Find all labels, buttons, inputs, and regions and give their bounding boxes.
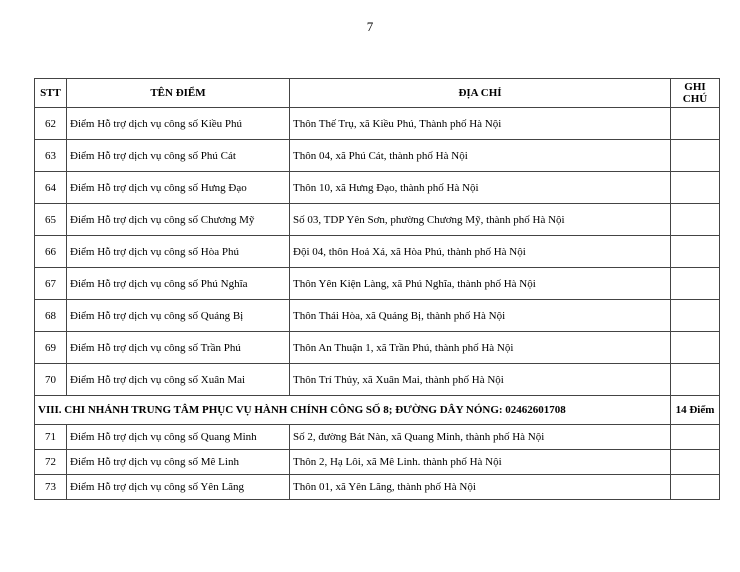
cell-address: Số 2, đường Bát Nàn, xã Quang Minh, thành phố Hà Nội <box>290 425 671 450</box>
cell-name: Điểm Hỗ trợ dịch vụ công số Xuân Mai <box>67 364 290 396</box>
cell-stt: 69 <box>35 332 67 364</box>
table-row <box>35 475 720 500</box>
cell-name: Điểm Hỗ trợ dịch vụ công số Quang Minh <box>67 425 290 450</box>
section-title: VIII. CHI NHÁNH TRUNG TÂM PHỤC VỤ HÀNH CHÍNH CÔNG SỐ 8; ĐƯỜNG DÂY NÓNG: 02462601708 <box>35 396 671 425</box>
cell-stt: 63 <box>35 140 67 172</box>
cell-address: Thôn Trí Thủy, xã Xuân Mai, thành phố Hà Nội <box>290 364 671 396</box>
table-row <box>35 236 720 268</box>
cell-note <box>671 204 720 236</box>
cell-name: Điểm Hỗ trợ dịch vụ công số Phú Nghĩa <box>67 268 290 300</box>
cell-name: Điểm Hỗ trợ dịch vụ công số Trần Phú <box>67 332 290 364</box>
section-header-row <box>35 396 720 425</box>
cell-stt: 64 <box>35 172 67 204</box>
header-stt: STT <box>35 79 67 108</box>
cell-note <box>671 450 720 475</box>
header-note: GHI CHÚ <box>671 79 720 108</box>
cell-stt: 66 <box>35 236 67 268</box>
cell-stt: 70 <box>35 364 67 396</box>
cell-note <box>671 300 720 332</box>
table-row <box>35 450 720 475</box>
table-row <box>35 108 720 140</box>
cell-note <box>671 172 720 204</box>
table-row <box>35 268 720 300</box>
cell-note <box>671 268 720 300</box>
cell-note <box>671 140 720 172</box>
section-count: 14 Điểm <box>671 396 720 425</box>
cell-stt: 71 <box>35 425 67 450</box>
table-row <box>35 204 720 236</box>
cell-stt: 72 <box>35 450 67 475</box>
cell-address: Thôn Yên Kiện Làng, xã Phú Nghĩa, thành phố Hà Nội <box>290 268 671 300</box>
cell-name: Điểm Hỗ trợ dịch vụ công số Phú Cát <box>67 140 290 172</box>
cell-address: Thôn 01, xã Yên Lãng, thành phố Hà Nội <box>290 475 671 500</box>
cell-note <box>671 332 720 364</box>
cell-name: Điểm Hỗ trợ dịch vụ công số Mê Linh <box>67 450 290 475</box>
cell-note <box>671 108 720 140</box>
cell-address: Thôn Thế Trụ, xã Kiều Phú, Thành phố Hà Nội <box>290 108 671 140</box>
cell-note <box>671 364 720 396</box>
cell-note <box>671 475 720 500</box>
cell-address: Thôn 04, xã Phú Cát, thành phố Hà Nội <box>290 140 671 172</box>
cell-name: Điểm Hỗ trợ dịch vụ công số Yên Lãng <box>67 475 290 500</box>
table-row <box>35 332 720 364</box>
cell-name: Điểm Hỗ trợ dịch vụ công số Hòa Phú <box>67 236 290 268</box>
table-row <box>35 364 720 396</box>
header-name: TÊN ĐIỂM <box>67 79 290 108</box>
table-row <box>35 300 720 332</box>
cell-address: Thôn Thái Hòa, xã Quảng Bị, thành phố Hà Nội <box>290 300 671 332</box>
cell-stt: 67 <box>35 268 67 300</box>
cell-stt: 62 <box>35 108 67 140</box>
cell-address: Thôn 2, Hạ Lôi, xã Mê Linh. thành phố Hà Nội <box>290 450 671 475</box>
cell-note <box>671 236 720 268</box>
cell-stt: 73 <box>35 475 67 500</box>
cell-stt: 68 <box>35 300 67 332</box>
table-row <box>35 425 720 450</box>
page-number: 7 <box>366 19 374 34</box>
cell-address: Đội 04, thôn Hoả Xá, xã Hòa Phú, thành phố Hà Nội <box>290 236 671 268</box>
cell-name: Điểm Hỗ trợ dịch vụ công số Quảng Bị <box>67 300 290 332</box>
cell-address: Thôn An Thuận 1, xã Trần Phú, thành phố Hà Nội <box>290 332 671 364</box>
cell-address: Số 03, TDP Yên Sơn, phường Chương Mỹ, thành phố Hà Nội <box>290 204 671 236</box>
cell-name: Điểm Hỗ trợ dịch vụ công số Chương Mỹ <box>67 204 290 236</box>
table-row <box>35 140 720 172</box>
cell-name: Điểm Hỗ trợ dịch vụ công số Hưng Đạo <box>67 172 290 204</box>
cell-address: Thôn 10, xã Hưng Đạo, thành phố Hà Nội <box>290 172 671 204</box>
cell-note <box>671 425 720 450</box>
cell-stt: 65 <box>35 204 67 236</box>
service-points-table <box>34 78 720 500</box>
table-row <box>35 172 720 204</box>
table-header-row <box>35 79 720 108</box>
cell-name: Điểm Hỗ trợ dịch vụ công số Kiều Phú <box>67 108 290 140</box>
header-address: ĐỊA CHỈ <box>290 79 671 108</box>
